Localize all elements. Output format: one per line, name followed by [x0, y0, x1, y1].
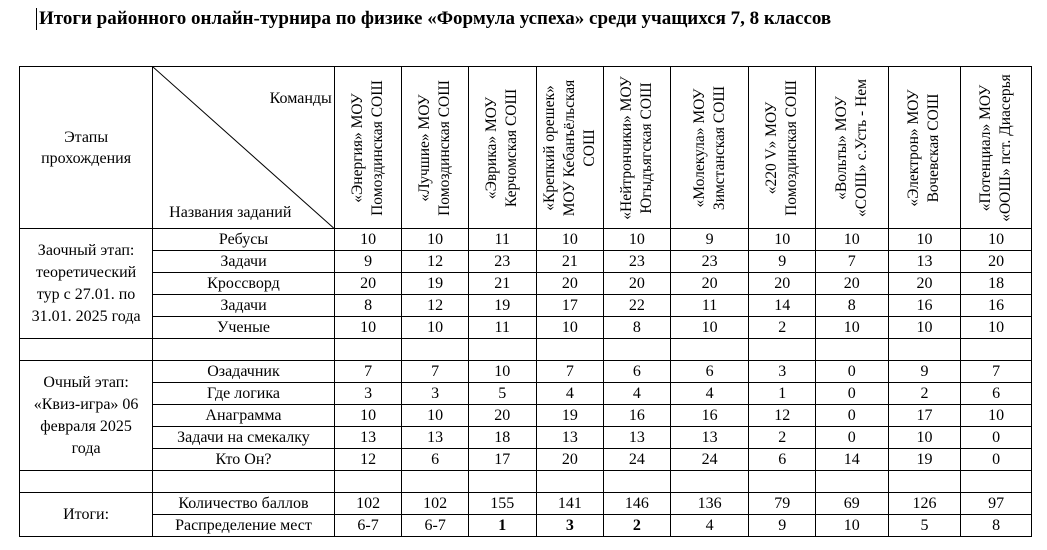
header-row [20, 67, 1032, 229]
team-header: «Крепкий орешек» МОУ Кебанъёльская СОШ [536, 67, 604, 229]
score-cell: 23 [468, 251, 536, 273]
totals-label: Итоги: [20, 493, 153, 537]
task-name: Где логика [153, 383, 335, 405]
team-header: «Молекула» МОУ Зимстанская СОШ [670, 67, 749, 229]
score-cell: 7 [961, 361, 1032, 383]
table-row [20, 229, 1032, 251]
score-cell: 4 [604, 383, 671, 405]
score-cell: 17 [888, 405, 961, 427]
score-cell: 0 [961, 427, 1032, 449]
empty-cell [604, 339, 671, 361]
score-cell: 24 [604, 449, 671, 471]
score-cell: 10 [670, 317, 749, 339]
score-cell: 10 [402, 317, 469, 339]
score-cell: 9 [888, 361, 961, 383]
score-cell: 20 [604, 273, 671, 295]
score-cell: 6 [961, 383, 1032, 405]
score-cell: 10 [468, 361, 536, 383]
team-header: «Энергия» МОУ Помоздинская СОШ [334, 67, 402, 229]
places-row [20, 515, 1032, 537]
points-row [20, 493, 1032, 515]
score-cell: 2 [749, 317, 816, 339]
score-cell: 4 [670, 383, 749, 405]
score-cell: 20 [888, 273, 961, 295]
points-cell: 146 [604, 493, 671, 515]
score-cell: 20 [670, 273, 749, 295]
score-cell: 10 [536, 317, 604, 339]
score-cell: 10 [402, 229, 469, 251]
score-cell: 13 [536, 427, 604, 449]
commands-label: Команды [269, 90, 332, 107]
score-cell: 7 [402, 361, 469, 383]
table-row [20, 317, 1032, 339]
place-cell: 10 [815, 515, 888, 537]
spacer-row [20, 339, 1032, 361]
score-cell: 10 [815, 229, 888, 251]
score-cell: 21 [536, 251, 604, 273]
fulltime-stage-label: Очный этап: «Квиз-игра» 06 февраля 2025 года [20, 361, 153, 471]
points-cell: 97 [961, 493, 1032, 515]
score-cell: 10 [749, 229, 816, 251]
score-cell: 10 [888, 317, 961, 339]
score-cell: 20 [749, 273, 816, 295]
table-row [20, 361, 1032, 383]
points-cell: 79 [749, 493, 816, 515]
task-name: Задачи [153, 251, 335, 273]
score-cell: 10 [961, 229, 1032, 251]
empty-cell [536, 471, 604, 493]
score-cell: 6 [670, 361, 749, 383]
score-cell: 0 [815, 383, 888, 405]
table-row [20, 295, 1032, 317]
empty-cell [961, 471, 1032, 493]
score-cell: 7 [536, 361, 604, 383]
table-row [20, 427, 1032, 449]
table-row [20, 383, 1032, 405]
score-cell: 18 [961, 273, 1032, 295]
empty-cell [749, 471, 816, 493]
score-cell: 3 [402, 383, 469, 405]
empty-cell [20, 339, 153, 361]
empty-cell [402, 471, 469, 493]
score-cell: 10 [888, 229, 961, 251]
score-cell: 2 [888, 383, 961, 405]
score-cell: 5 [468, 383, 536, 405]
score-cell: 16 [961, 295, 1032, 317]
place-cell: 2 [604, 515, 671, 537]
score-cell: 2 [749, 427, 816, 449]
team-header: «Нейтрончики» МОУ Югыдъягская СОШ [604, 67, 671, 229]
task-name: Задачи [153, 295, 335, 317]
team-header: «Вольты» МОУ «СОШ» с.Усть - Нем [815, 67, 888, 229]
score-cell: 10 [961, 317, 1032, 339]
empty-cell [961, 339, 1032, 361]
score-cell: 0 [961, 449, 1032, 471]
table-row [20, 405, 1032, 427]
place-cell: 5 [888, 515, 961, 537]
score-cell: 11 [468, 317, 536, 339]
score-cell: 0 [815, 427, 888, 449]
score-cell: 6 [402, 449, 469, 471]
empty-cell [334, 471, 402, 493]
score-cell: 13 [604, 427, 671, 449]
empty-cell [749, 339, 816, 361]
points-cell: 155 [468, 493, 536, 515]
score-cell: 1 [749, 383, 816, 405]
score-cell: 20 [961, 251, 1032, 273]
score-cell: 11 [670, 295, 749, 317]
points-cell: 69 [815, 493, 888, 515]
empty-cell [20, 471, 153, 493]
score-cell: 20 [536, 449, 604, 471]
place-cell: 6-7 [402, 515, 469, 537]
empty-cell [468, 339, 536, 361]
tasks-label: Названия заданий [169, 204, 292, 221]
correspondence-stage-label: Заочный этап: теоретический тур с 27.01. по 31.01. 2025 года [20, 229, 153, 339]
score-cell: 10 [334, 405, 402, 427]
task-name: Ребусы [153, 229, 335, 251]
score-cell: 8 [815, 295, 888, 317]
score-cell: 10 [815, 317, 888, 339]
score-cell: 19 [468, 295, 536, 317]
score-cell: 16 [888, 295, 961, 317]
points-cell: 141 [536, 493, 604, 515]
table-row [20, 251, 1032, 273]
score-cell: 20 [815, 273, 888, 295]
score-cell: 13 [670, 427, 749, 449]
score-cell: 17 [468, 449, 536, 471]
stages-header: Этапы прохождения [20, 67, 153, 229]
corner-header [153, 67, 335, 229]
score-cell: 23 [670, 251, 749, 273]
page-title: Итоги районного онлайн-турнира по физике «Формула успеха» среди учащихся 7, 8 классов [36, 8, 831, 30]
score-cell: 10 [536, 229, 604, 251]
score-cell: 0 [815, 405, 888, 427]
score-cell: 19 [402, 273, 469, 295]
score-cell: 13 [888, 251, 961, 273]
place-cell: 3 [536, 515, 604, 537]
empty-cell [334, 339, 402, 361]
points-cell: 136 [670, 493, 749, 515]
empty-cell [815, 471, 888, 493]
score-cell: 19 [536, 405, 604, 427]
score-cell: 9 [749, 251, 816, 273]
results-table [19, 66, 1032, 537]
place-cell: 9 [749, 515, 816, 537]
team-header: «220 V» МОУ Помоздинская СОШ [749, 67, 816, 229]
score-cell: 18 [468, 427, 536, 449]
score-cell: 13 [334, 427, 402, 449]
task-name: Задачи на смекалку [153, 427, 335, 449]
points-cell: 126 [888, 493, 961, 515]
score-cell: 14 [749, 295, 816, 317]
place-cell: 6-7 [334, 515, 402, 537]
score-cell: 6 [604, 361, 671, 383]
score-cell: 12 [334, 449, 402, 471]
score-cell: 10 [961, 405, 1032, 427]
score-cell: 21 [468, 273, 536, 295]
score-cell: 10 [334, 317, 402, 339]
score-cell: 23 [604, 251, 671, 273]
score-cell: 0 [815, 361, 888, 383]
score-cell: 16 [604, 405, 671, 427]
score-cell: 9 [334, 251, 402, 273]
score-cell: 10 [334, 229, 402, 251]
score-cell: 10 [888, 427, 961, 449]
score-cell: 22 [604, 295, 671, 317]
table-row [20, 449, 1032, 471]
empty-cell [670, 339, 749, 361]
score-cell: 12 [402, 295, 469, 317]
team-header: «Лучшие» МОУ Помоздинская СОШ [402, 67, 469, 229]
task-name: Кроссворд [153, 273, 335, 295]
score-cell: 10 [402, 405, 469, 427]
score-cell: 20 [468, 405, 536, 427]
score-cell: 14 [815, 449, 888, 471]
score-cell: 17 [536, 295, 604, 317]
points-cell: 102 [334, 493, 402, 515]
score-cell: 3 [334, 383, 402, 405]
team-header: «Электрон» МОУ Вочевская СОШ [888, 67, 961, 229]
table-row [20, 273, 1032, 295]
score-cell: 13 [402, 427, 469, 449]
task-name: Озадачник [153, 361, 335, 383]
empty-cell [153, 339, 335, 361]
empty-cell [536, 339, 604, 361]
points-label: Количество баллов [153, 493, 335, 515]
empty-cell [888, 471, 961, 493]
place-cell: 8 [961, 515, 1032, 537]
score-cell: 8 [604, 317, 671, 339]
empty-cell [402, 339, 469, 361]
score-cell: 12 [749, 405, 816, 427]
task-name: Анаграмма [153, 405, 335, 427]
task-name: Ученые [153, 317, 335, 339]
empty-cell [604, 471, 671, 493]
empty-cell [468, 471, 536, 493]
score-cell: 16 [670, 405, 749, 427]
score-cell: 19 [888, 449, 961, 471]
score-cell: 9 [670, 229, 749, 251]
score-cell: 7 [334, 361, 402, 383]
task-name: Кто Он? [153, 449, 335, 471]
score-cell: 7 [815, 251, 888, 273]
score-cell: 20 [334, 273, 402, 295]
score-cell: 24 [670, 449, 749, 471]
score-cell: 12 [402, 251, 469, 273]
team-header: «Потенциал» МОУ «ООШ» пст. Диасерья [961, 67, 1032, 229]
places-label: Распределение мест [153, 515, 335, 537]
score-cell: 3 [749, 361, 816, 383]
score-cell: 20 [536, 273, 604, 295]
spacer-row [20, 471, 1032, 493]
place-cell: 4 [670, 515, 749, 537]
score-cell: 11 [468, 229, 536, 251]
empty-cell [670, 471, 749, 493]
empty-cell [815, 339, 888, 361]
score-cell: 10 [604, 229, 671, 251]
score-cell: 8 [334, 295, 402, 317]
empty-cell [888, 339, 961, 361]
score-cell: 6 [749, 449, 816, 471]
place-cell: 1 [468, 515, 536, 537]
team-header: «Эврика» МОУ Керчомская СОШ [468, 67, 536, 229]
empty-cell [153, 471, 335, 493]
score-cell: 4 [536, 383, 604, 405]
points-cell: 102 [402, 493, 469, 515]
